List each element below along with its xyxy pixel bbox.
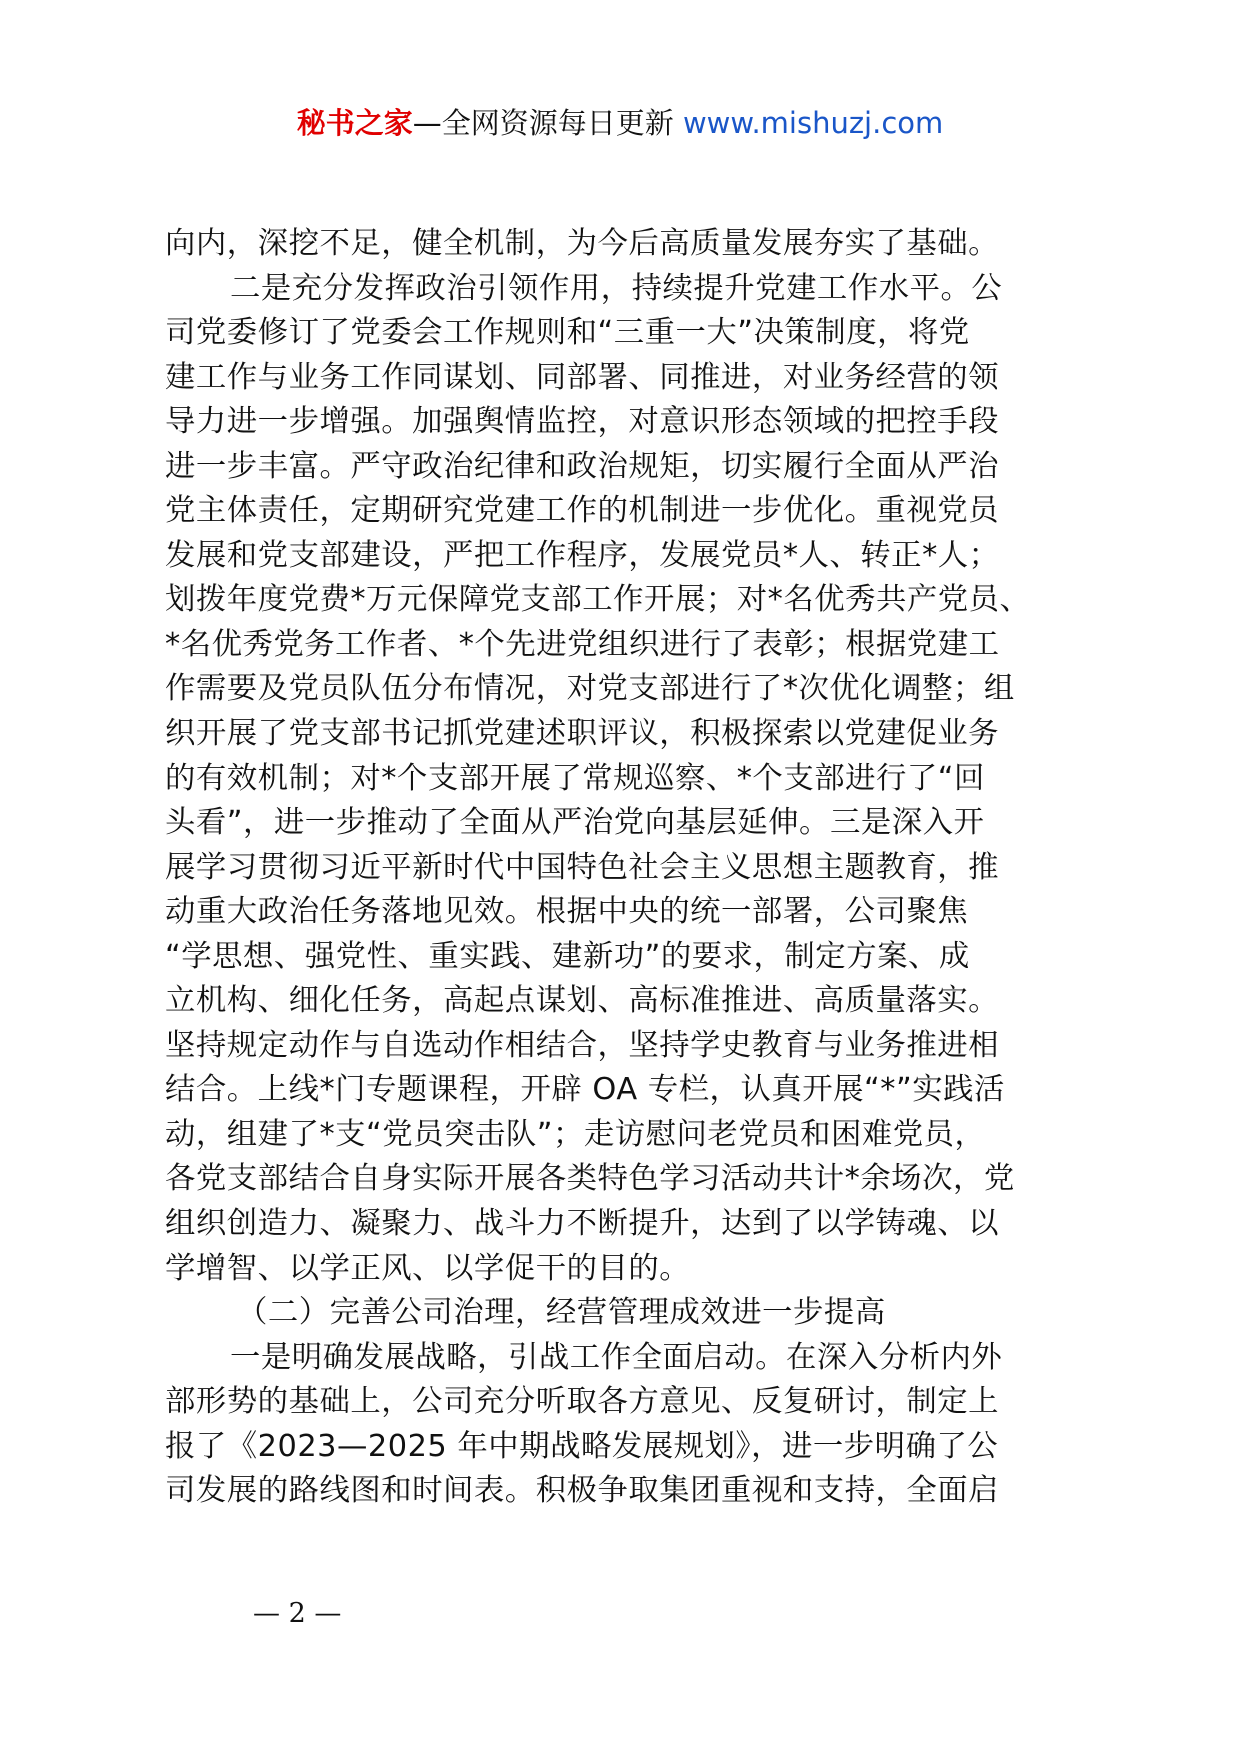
text-line: “学思想、强党性、重实践、建新功”的要求，制定方案、成 bbox=[165, 938, 970, 974]
text-line: 建工作与业务工作同谋划、同部署、同推进，对业务经营的领 bbox=[165, 359, 1000, 395]
section-heading: （二）完善公司治理，经营管理成效进一步提高 bbox=[237, 1295, 886, 1331]
text-line: 展学习贯彻习近平新时代中国特色社会主义思想主题教育，推 bbox=[165, 849, 1000, 885]
site-url-link[interactable]: www.mishuzj.com bbox=[682, 106, 944, 140]
document-body bbox=[165, 222, 1080, 1514]
text-line: 进一步丰富。严守政治纪律和政治规矩，切实履行全面从严治 bbox=[165, 448, 1000, 484]
text-line: 组织创造力、凝聚力、战斗力不断提升，达到了以学铸魂、以 bbox=[165, 1206, 1000, 1242]
text-line: 发展和党支部建设，严把工作程序，发展党员*人、转正*人； bbox=[165, 537, 1000, 573]
text-line: 头看”，进一步推动了全面从严治党向基层延伸。三是深入开 bbox=[165, 805, 985, 841]
text-line: *名优秀党务工作者、*个先进党组织进行了表彰；根据党建工 bbox=[165, 626, 1000, 662]
paragraph-start-line: 一是明确发展战略，引战工作全面启动。在深入分析内外 bbox=[230, 1339, 1003, 1375]
text-line: 部形势的基础上，公司充分听取各方意见、反复研讨，制定上 bbox=[165, 1384, 1000, 1420]
text-line: 各党支部结合自身实际开展各类特色学习活动共计*余场次，党 bbox=[165, 1161, 1015, 1197]
text-line: 坚持规定动作与自选动作相结合，坚持学史教育与业务推进相 bbox=[165, 1027, 1000, 1063]
text-line: 结合。上线*门专题课程，开辟 OA 专栏，认真开展“*”实践活 bbox=[165, 1072, 1005, 1108]
text-line: 司党委修订了党委会工作规则和“三重一大”决策制度，将党 bbox=[165, 315, 970, 351]
text-line: 立机构、细化任务，高起点谋划、高标准推进、高质量落实。 bbox=[165, 983, 1000, 1019]
page-number: — 2 — bbox=[253, 1598, 342, 1629]
banner-tagline: —全网资源每日更新 bbox=[412, 106, 674, 140]
text-line: 报了《2023—2025 年中期战略发展规划》，进一步明确了公 bbox=[165, 1428, 999, 1464]
site-banner bbox=[0, 103, 1240, 143]
text-line: 织开展了党支部书记抓党建述职评议，积极探索以党建促业务 bbox=[165, 716, 1000, 752]
text-line: 划拨年度党费*万元保障党支部工作开展；对*名优秀共产党员、 bbox=[165, 582, 1031, 618]
paragraph-start-line: 二是充分发挥政治引领作用，持续提升党建工作水平。公 bbox=[230, 270, 1003, 306]
text-line: 的有效机制；对*个支部开展了常规巡察、*个支部进行了“回 bbox=[165, 760, 985, 796]
text-line: 向内，深挖不足，健全机制，为今后高质量发展夯实了基础。 bbox=[165, 226, 1000, 261]
text-line: 动重大政治任务落地见效。根据中央的统一部署，公司聚焦 bbox=[165, 894, 969, 930]
text-line: 司发展的路线图和时间表。积极争取集团重视和支持，全面启 bbox=[165, 1473, 1000, 1509]
brand-name: 秘书之家 bbox=[296, 106, 413, 140]
text-line: 导力进一步增强。加强舆情监控，对意识形态领域的把控手段 bbox=[165, 404, 1000, 440]
text-line: 党主体责任，定期研究党建工作的机制进一步优化。重视党员 bbox=[165, 493, 1000, 529]
text-line: 动，组建了*支“党员突击队”；走访慰问老党员和困难党员， bbox=[165, 1116, 986, 1152]
text-line: 作需要及党员队伍分布情况，对党支部进行了*次优化调整；组 bbox=[165, 671, 1015, 707]
text-line: 学增智、以学正风、以学促干的目的。 bbox=[165, 1250, 691, 1286]
